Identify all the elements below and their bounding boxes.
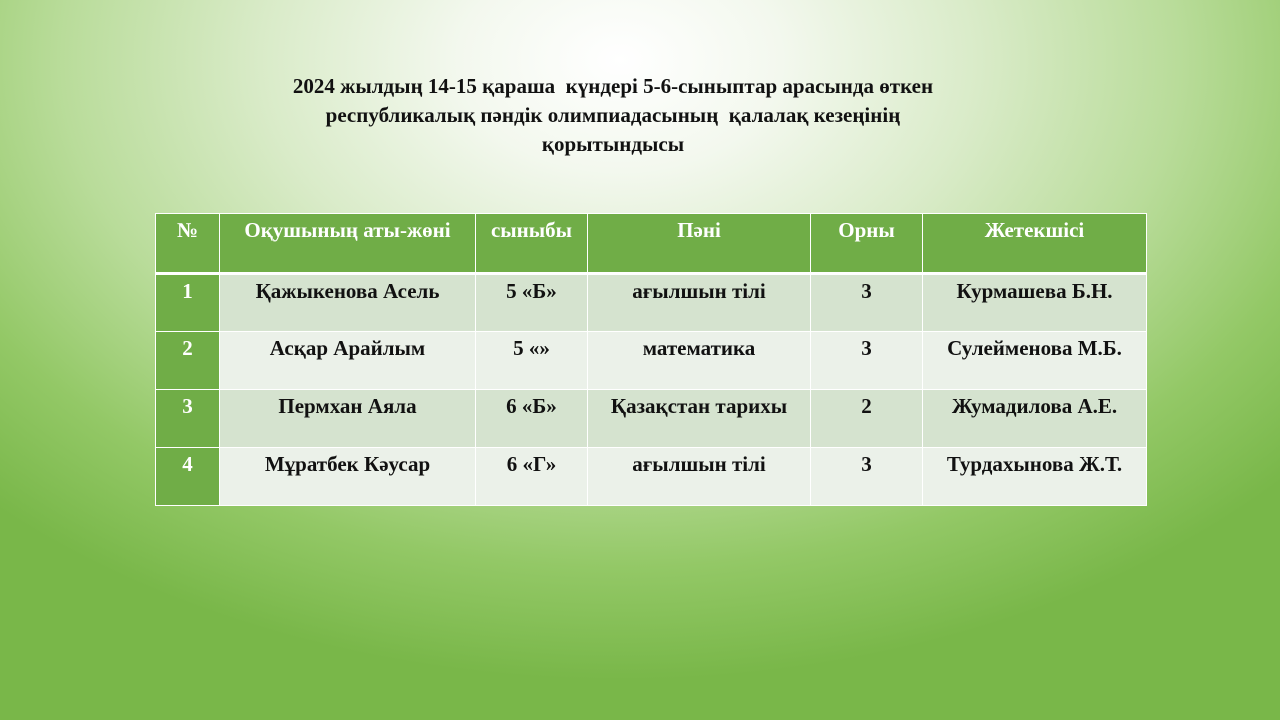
- cell-subject: ағылшын тілі: [588, 274, 811, 332]
- title-line-3: қорытындысы: [541, 132, 685, 156]
- header-number: №: [156, 214, 220, 274]
- cell-class: 6 «Б»: [476, 390, 588, 448]
- cell-place: 3: [811, 274, 923, 332]
- cell-place: 3: [811, 332, 923, 390]
- slide-title: [200, 72, 1026, 159]
- cell-supervisor: Жумадилова А.Е.: [923, 390, 1147, 448]
- table-header-row: [156, 214, 1147, 274]
- header-supervisor: Жетекшісі: [923, 214, 1147, 274]
- cell-number: 4: [156, 448, 220, 506]
- table-row: [156, 448, 1147, 506]
- cell-subject: математика: [588, 332, 811, 390]
- cell-subject: Қазақстан тарихы: [588, 390, 811, 448]
- cell-number: 1: [156, 274, 220, 332]
- cell-supervisor: Сулейменова М.Б.: [923, 332, 1147, 390]
- header-subject: Пәні: [588, 214, 811, 274]
- header-class: сыныбы: [476, 214, 588, 274]
- cell-student-name: Асқар Арайлым: [220, 332, 476, 390]
- header-student-name: Оқушының аты-жөні: [220, 214, 476, 274]
- cell-place: 3: [811, 448, 923, 506]
- title-line-1: 2024 жылдың 14-15 қараша күндері 5-6-сыныптар арасында өткен: [292, 74, 934, 98]
- cell-class: 5 «»: [476, 332, 588, 390]
- header-place: Орны: [811, 214, 923, 274]
- cell-number: 3: [156, 390, 220, 448]
- cell-student-name: Пермхан Аяла: [220, 390, 476, 448]
- title-line-2: республикалық пәндік олимпиадасының қалалақ кезеңінің: [325, 103, 901, 127]
- table-row: [156, 332, 1147, 390]
- cell-student-name: Қажыкенова Асель: [220, 274, 476, 332]
- cell-student-name: Мұратбек Кәусар: [220, 448, 476, 506]
- cell-place: 2: [811, 390, 923, 448]
- cell-supervisor: Турдахынова Ж.Т.: [923, 448, 1147, 506]
- cell-supervisor: Курмашева Б.Н.: [923, 274, 1147, 332]
- cell-number: 2: [156, 332, 220, 390]
- cell-class: 6 «Г»: [476, 448, 588, 506]
- results-table: [155, 213, 1147, 506]
- cell-subject: ағылшын тілі: [588, 448, 811, 506]
- table-row: [156, 390, 1147, 448]
- table-row: [156, 274, 1147, 332]
- cell-class: 5 «Б»: [476, 274, 588, 332]
